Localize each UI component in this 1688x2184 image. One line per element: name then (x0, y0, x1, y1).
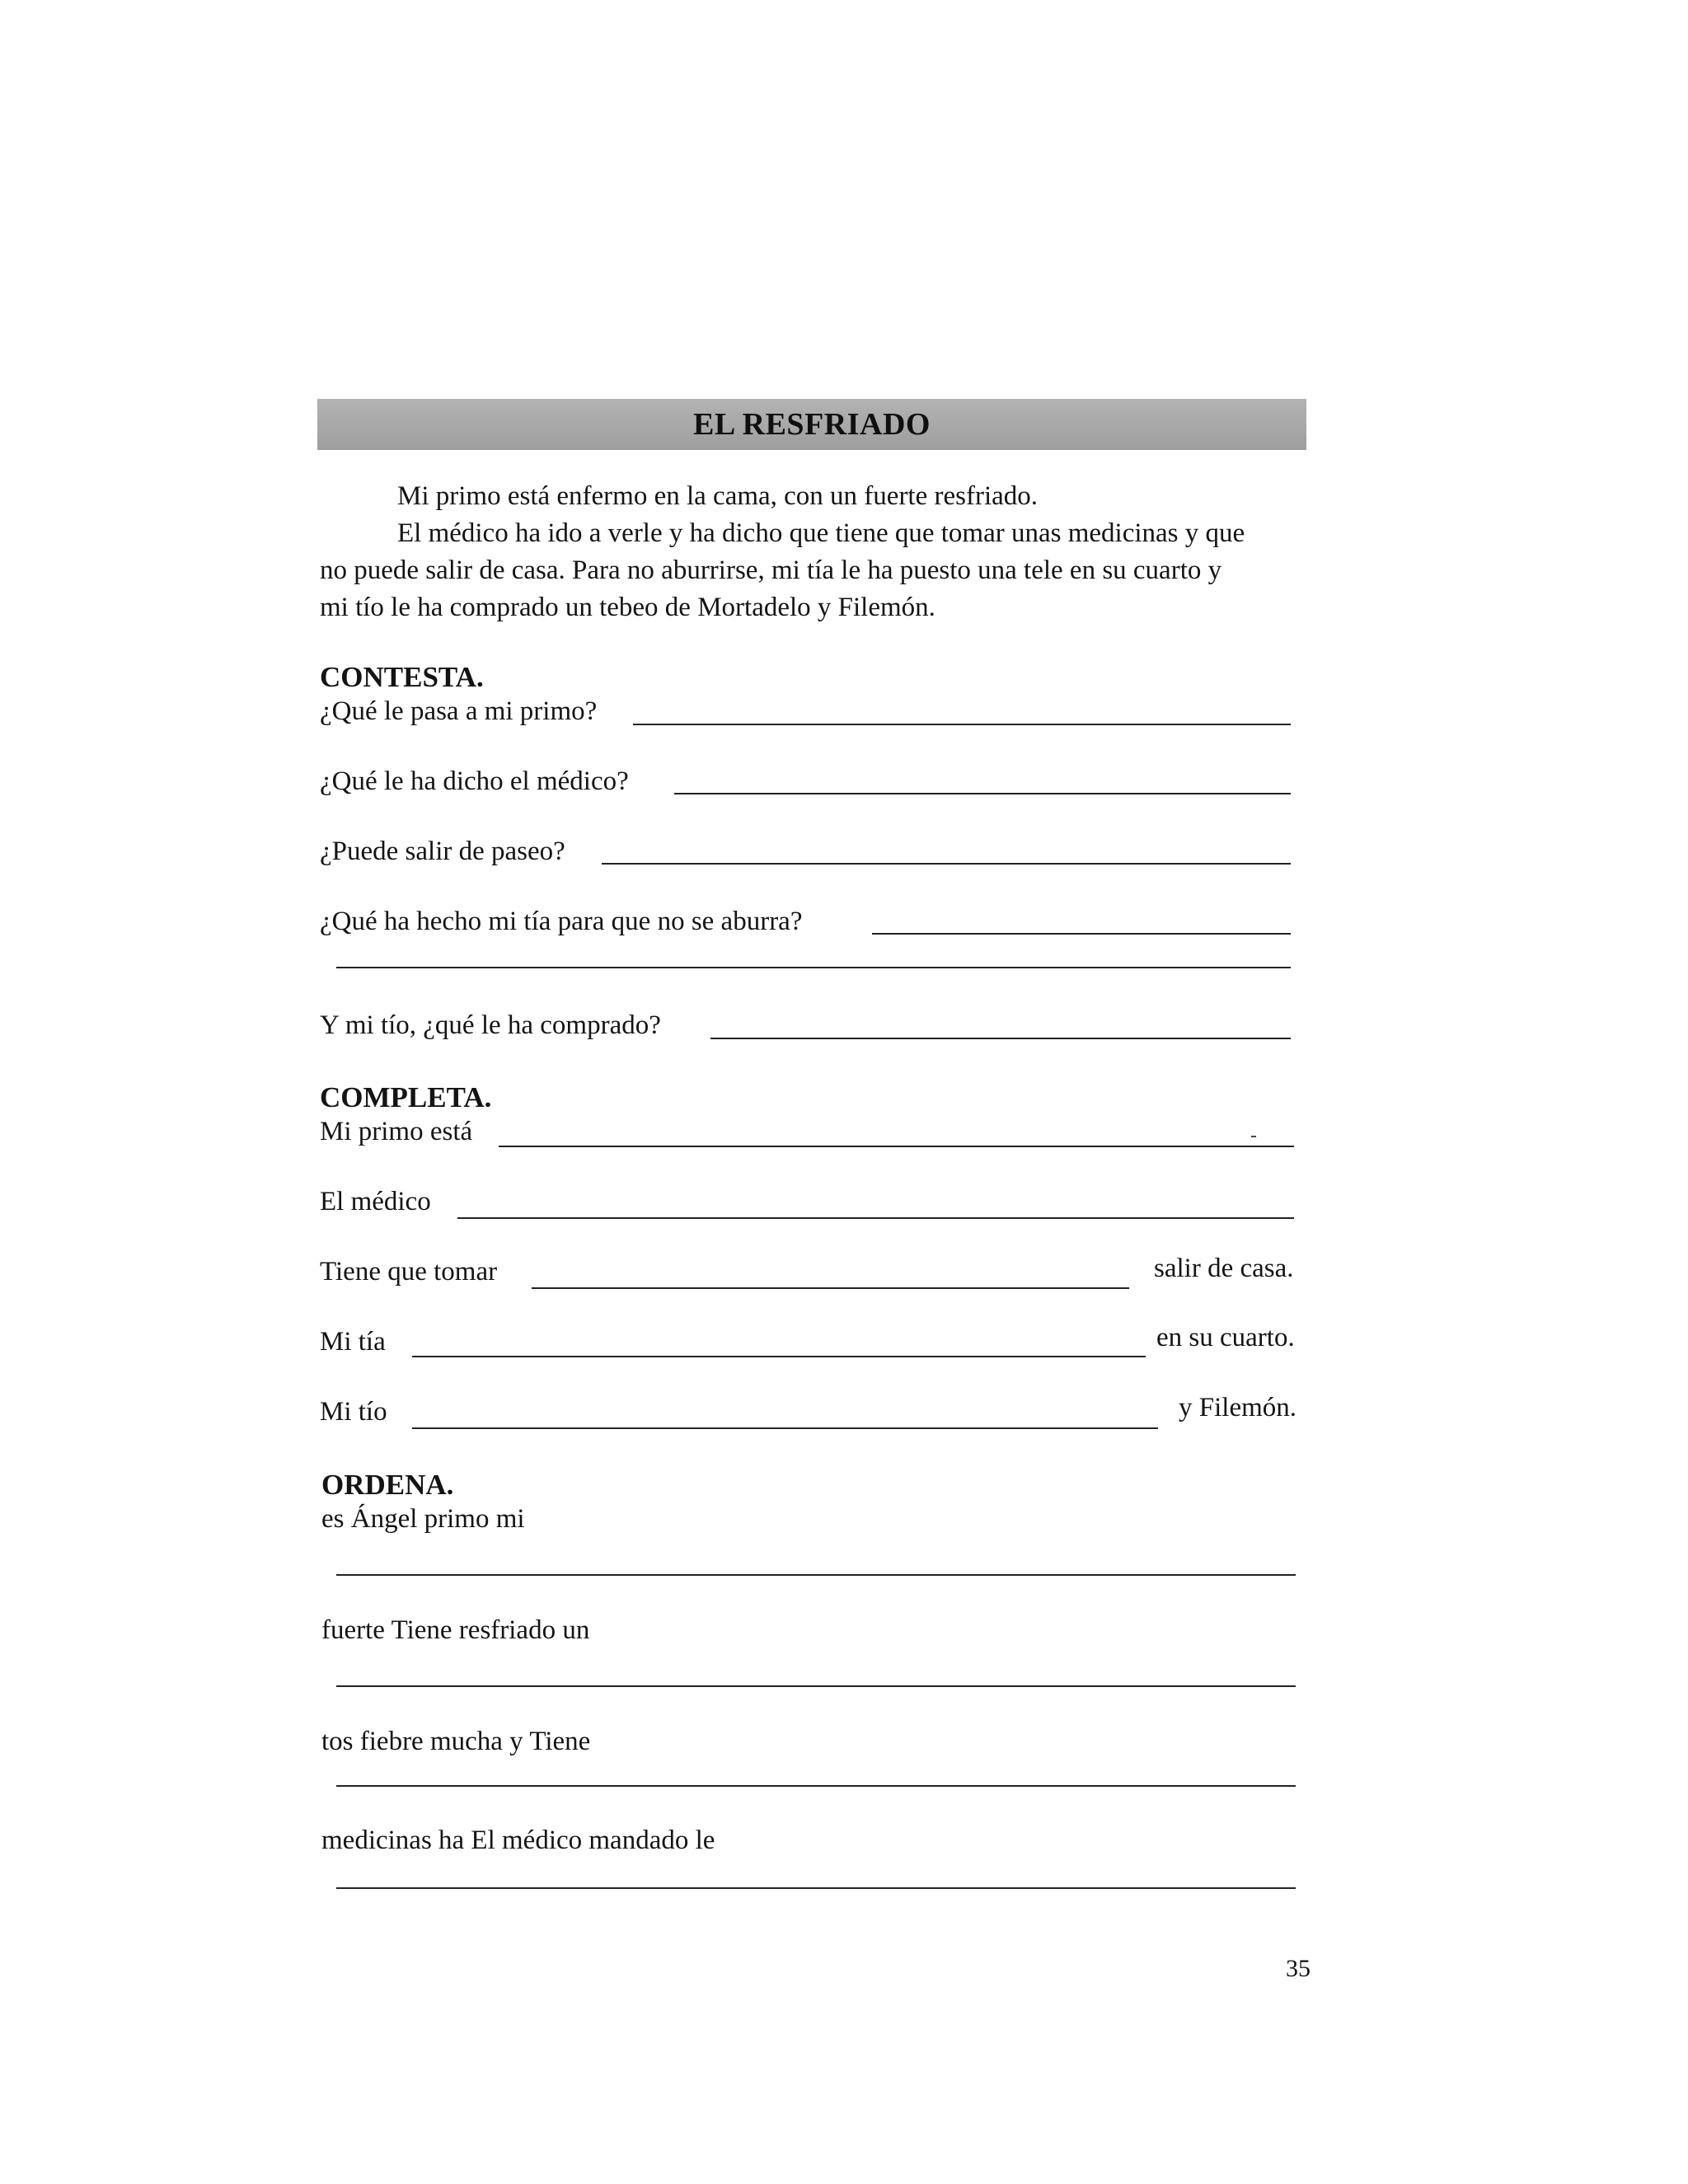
completa-start-4: Mi tía (320, 1327, 386, 1357)
question-3: ¿Puede salir de paseo? (320, 837, 565, 866)
text-line-3: no puede salir de casa. Para no aburrirse, mi tía le ha puesto una tele en su cuarto y (320, 555, 1222, 585)
question-5: Y mi tío, ¿qué le ha comprado? (320, 1010, 661, 1040)
page-title: EL RESFRIADO (693, 407, 931, 442)
completa-end-3: salir de casa. (1154, 1254, 1294, 1283)
answer-line-4a[interactable] (872, 933, 1291, 935)
question-2: ¿Qué le ha dicho el médico? (320, 766, 629, 796)
completa-line-5[interactable] (412, 1427, 1158, 1429)
question-4: ¿Qué ha hecho mi tía para que no se aburra? (320, 907, 803, 936)
text-line-4: mi tío le ha comprado un tebeo de Mortadelo y Filemón. (320, 593, 935, 622)
completa-end-4: en su cuarto. (1156, 1323, 1295, 1352)
ordena-words-2: fuerte Tiene resfriado un (321, 1615, 590, 1645)
completa-heading: COMPLETA. (320, 1081, 492, 1113)
question-1: ¿Qué le pasa a mi primo? (320, 696, 598, 726)
completa-start-2: El médico (320, 1187, 431, 1216)
answer-line-2[interactable] (674, 793, 1291, 794)
ordena-heading: ORDENA. (321, 1469, 454, 1501)
ordena-line-4[interactable] (336, 1887, 1296, 1889)
completa-line-1[interactable] (499, 1146, 1294, 1147)
answer-line-3[interactable] (602, 863, 1291, 865)
ordena-line-3[interactable] (336, 1785, 1296, 1787)
completa-line-4[interactable] (412, 1356, 1146, 1357)
completa-start-3: Tiene que tomar (320, 1257, 498, 1286)
answer-line-4b[interactable] (336, 967, 1291, 968)
completa-end-5: y Filemón. (1179, 1393, 1297, 1422)
ordena-words-3: tos fiebre mucha y Tiene (321, 1727, 591, 1756)
stray-mark (1251, 1136, 1256, 1137)
answer-line-5[interactable] (710, 1038, 1291, 1039)
completa-line-3[interactable] (532, 1287, 1129, 1289)
ordena-line-1[interactable] (336, 1574, 1296, 1576)
completa-start-1: Mi primo está (320, 1117, 473, 1146)
text-line-1: Mi primo está enfermo en la cama, con un fuerte resfriado. (397, 481, 1039, 511)
page-number: 35 (1286, 1955, 1311, 1982)
ordena-words-1: es Ángel primo mi (321, 1504, 525, 1534)
ordena-line-2[interactable] (336, 1685, 1296, 1687)
title-banner (317, 399, 1306, 450)
text-line-2: El médico ha ido a verle y ha dicho que tiene que tomar unas medicinas y que (397, 518, 1245, 548)
answer-line-1[interactable] (633, 724, 1291, 725)
completa-start-5: Mi tío (320, 1397, 387, 1427)
ordena-words-4: medicinas ha El médico mandado le (321, 1825, 715, 1855)
contesta-heading: CONTESTA. (320, 661, 484, 693)
completa-line-2[interactable] (457, 1217, 1294, 1219)
